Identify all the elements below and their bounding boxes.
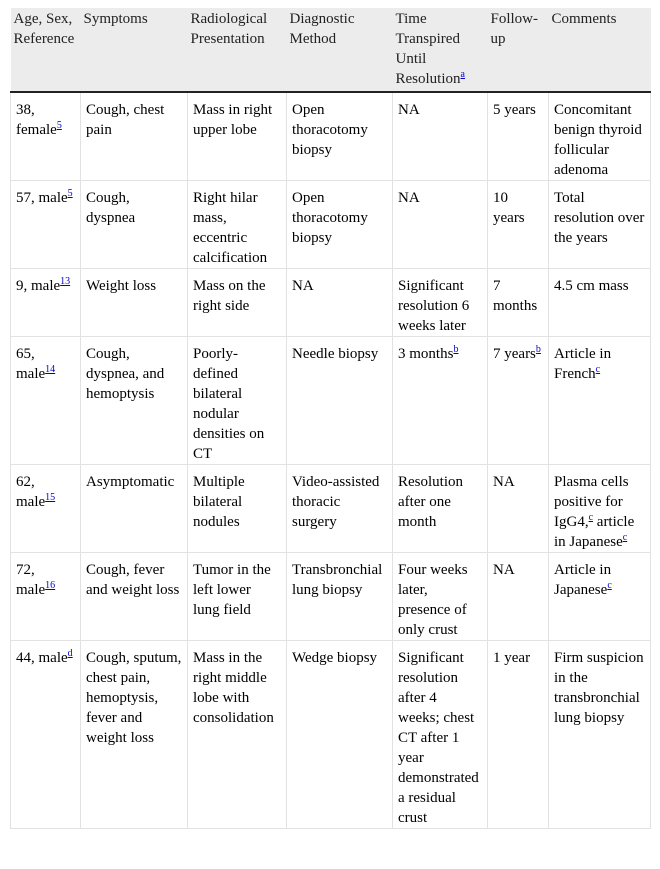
cell-radiological: Multiple bilateral nodules xyxy=(188,465,287,553)
age-text: 62, male xyxy=(16,474,46,510)
table-row xyxy=(11,641,651,829)
age-text: 38, female xyxy=(16,102,57,138)
table-row xyxy=(11,181,651,269)
cell-comments: Firm suspicion in the transbronchial lung biopsy xyxy=(549,641,651,829)
table-row xyxy=(11,92,651,181)
age-text: 72, male xyxy=(16,562,46,598)
cell-radiological: Mass in the right middle lobe with consolidation xyxy=(188,641,287,829)
header-time-label: Time Transpired Until Resolution xyxy=(395,11,461,87)
footnote-link[interactable]: b xyxy=(453,344,459,355)
cell-radiological: Poorly-defined bilateral nodular densities on CT xyxy=(188,337,287,465)
cell-age xyxy=(11,337,81,465)
cell-diagnostic: Open thoracotomy biopsy xyxy=(287,181,393,269)
cell-age xyxy=(11,641,81,829)
age-text: 57, male xyxy=(16,190,68,206)
reference-link[interactable]: 14 xyxy=(45,364,56,375)
table-row xyxy=(11,269,651,337)
cell-comments: Concomitant benign thyroid follicular adenoma xyxy=(549,92,651,181)
comments-text: Article in French xyxy=(554,346,612,382)
header-diagnostic: Diagnostic Method xyxy=(287,8,393,92)
cell-time: Resolution after one month xyxy=(393,465,488,553)
reference-link[interactable]: 5 xyxy=(67,188,73,199)
cell-comments: Total resolution over the years xyxy=(549,181,651,269)
cell-followup: 1 year xyxy=(488,641,549,829)
cell-radiological: Right hilar mass, eccentric calcification xyxy=(188,181,287,269)
header-comments: Comments xyxy=(549,8,651,92)
cell-followup: NA xyxy=(488,465,549,553)
reference-link[interactable]: 15 xyxy=(45,492,56,503)
case-table xyxy=(10,8,651,829)
cell-age xyxy=(11,553,81,641)
time-text: 3 months xyxy=(398,346,454,362)
cell-symptoms: Cough, dyspnea xyxy=(81,181,188,269)
cell-time: Significant resolution after 4 weeks; chest CT after 1 year demonstrated a residual crust xyxy=(393,641,488,829)
footnote-link[interactable]: c xyxy=(595,364,601,375)
cell-comments xyxy=(549,337,651,465)
cell-diagnostic: Open thoracotomy biopsy xyxy=(287,92,393,181)
cell-age xyxy=(11,269,81,337)
footnote-link[interactable]: c xyxy=(622,532,628,543)
comments-text: article in Japanese xyxy=(554,514,635,550)
cell-diagnostic: Wedge biopsy xyxy=(287,641,393,829)
cell-followup: 5 years xyxy=(488,92,549,181)
age-text: 65, male xyxy=(16,346,46,382)
cell-diagnostic: Video-assisted thoracic surgery xyxy=(287,465,393,553)
cell-comments xyxy=(549,553,651,641)
footnote-link[interactable]: d xyxy=(67,648,73,659)
cell-followup: NA xyxy=(488,553,549,641)
cell-time: Four weeks later, presence of only crust xyxy=(393,553,488,641)
footnote-link[interactable]: a xyxy=(460,69,465,80)
cell-symptoms: Cough, fever and weight loss xyxy=(81,553,188,641)
cell-symptoms: Cough, chest pain xyxy=(81,92,188,181)
cell-age xyxy=(11,92,81,181)
cell-time xyxy=(393,337,488,465)
header-followup: Follow-up xyxy=(488,8,549,92)
footnote-link[interactable]: b xyxy=(535,344,541,355)
cell-radiological: Tumor in the left lower lung field xyxy=(188,553,287,641)
cell-time: NA xyxy=(393,181,488,269)
header-symptoms: Symptoms xyxy=(81,8,188,92)
cell-followup xyxy=(488,337,549,465)
reference-link[interactable]: 13 xyxy=(60,276,71,287)
cell-symptoms: Cough, dyspnea, and hemoptysis xyxy=(81,337,188,465)
header-age: Age, Sex, Reference xyxy=(11,8,81,92)
cell-followup: 10 years xyxy=(488,181,549,269)
table-row xyxy=(11,337,651,465)
cell-comments: 4.5 cm mass xyxy=(549,269,651,337)
header-row xyxy=(11,8,651,92)
cell-comments xyxy=(549,465,651,553)
header-radiological: Radiological Presentation xyxy=(188,8,287,92)
cell-followup: 7 months xyxy=(488,269,549,337)
cell-radiological: Mass on the right side xyxy=(188,269,287,337)
reference-link[interactable]: 16 xyxy=(45,580,56,591)
age-text: 9, male xyxy=(16,278,61,294)
footnote-link[interactable]: c xyxy=(607,580,612,591)
cell-symptoms: Weight loss xyxy=(81,269,188,337)
table-row xyxy=(11,553,651,641)
cell-diagnostic: NA xyxy=(287,269,393,337)
footnote-link[interactable]: c xyxy=(588,512,594,523)
reference-link[interactable]: 5 xyxy=(56,120,62,131)
cell-radiological: Mass in right upper lobe xyxy=(188,92,287,181)
header-time xyxy=(393,8,488,92)
cell-symptoms: Asymptomatic xyxy=(81,465,188,553)
comments-text: Article in Japanese xyxy=(554,562,612,598)
cell-symptoms: Cough, sputum, chest pain, hemoptysis, fever and weight loss xyxy=(81,641,188,829)
cell-diagnostic: Transbronchial lung biopsy xyxy=(287,553,393,641)
table-row xyxy=(11,465,651,553)
cell-age xyxy=(11,465,81,553)
followup-text: 7 years xyxy=(493,346,536,362)
cell-age xyxy=(11,181,81,269)
age-text: 44, male xyxy=(16,650,68,666)
comments-text: Plasma cells positive for IgG4, xyxy=(554,474,629,530)
cell-time: Significant resolution 6 weeks later xyxy=(393,269,488,337)
cell-diagnostic: Needle biopsy xyxy=(287,337,393,465)
cell-time: NA xyxy=(393,92,488,181)
